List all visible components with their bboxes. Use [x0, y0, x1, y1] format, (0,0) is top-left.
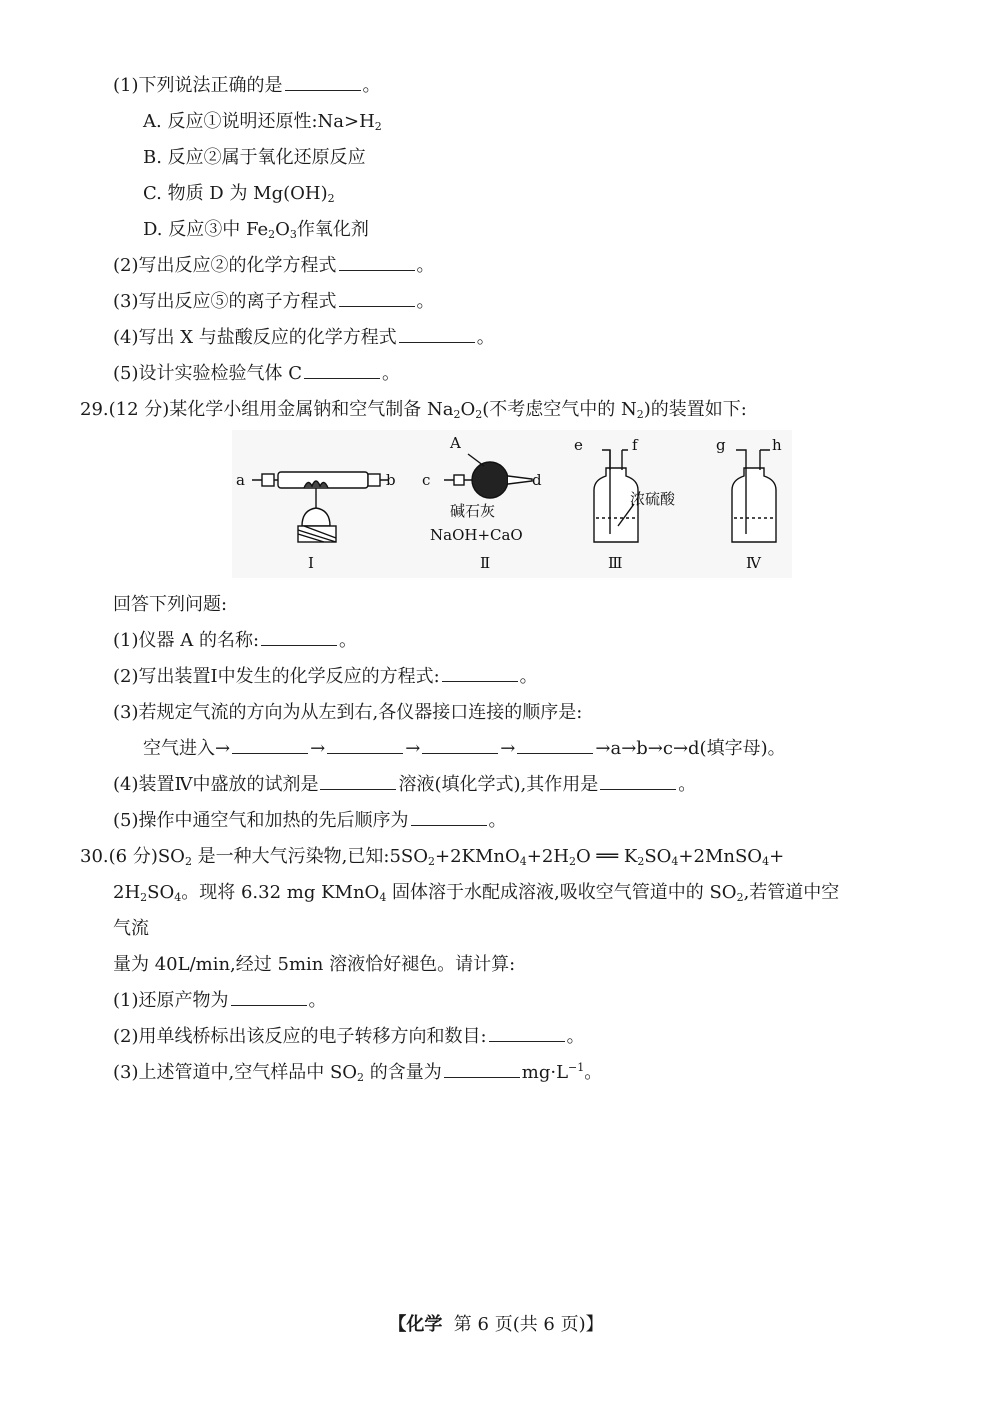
reagent-formula: NaOH+CaO [430, 526, 523, 544]
period: 。 [339, 630, 358, 651]
q30-text: +2KMnO [434, 846, 520, 867]
period: 。 [584, 1062, 603, 1083]
q29-heading-mid2: (不考虑空气中的 N [482, 399, 637, 420]
answer-blank[interactable] [285, 74, 361, 91]
option-c-text: C. 物质 D 为 Mg(OH) [143, 183, 328, 204]
label-h: h [772, 436, 782, 454]
q30-part1 [113, 989, 327, 1013]
answer-blank[interactable] [231, 989, 307, 1006]
period: 。 [382, 363, 400, 384]
q29-part5-text: (5)操作中通空气和加热的先后顺序为 [113, 810, 409, 831]
q28-part2 [113, 254, 435, 278]
option-d-text-end: 作氧化剂 [296, 219, 369, 240]
q29-heading-end: )的装置如下: [643, 399, 747, 420]
q30-text: 量为 40L/min,经过 5min 溶液恰好褪色。请计算: [113, 954, 516, 975]
q28-part1-text: (1)下列说法正确的是 [113, 75, 283, 96]
subscript: 2 [427, 855, 435, 868]
q30-part2 [113, 1025, 585, 1049]
label-d: d [532, 471, 542, 489]
subscript: 3 [289, 228, 297, 241]
answer-blank[interactable] [339, 254, 415, 271]
period: 。 [308, 990, 327, 1011]
subscript: 4 [671, 855, 679, 868]
q29-heading-text: 29.(12 分)某化学小组用金属钠和空气制备 Na [80, 399, 454, 420]
label-e: e [574, 436, 583, 454]
q29-part3-sequence [143, 737, 786, 761]
subscript: 4 [519, 855, 527, 868]
q30-text: 是一种大气污染物,已知:5SO [191, 846, 428, 867]
q29-part3-text: (3)若规定气流的方向为从左到右,各仪器接口连接的顺序是: [113, 702, 583, 723]
q30-line2 [113, 881, 839, 905]
q30-text: SO [147, 882, 175, 903]
label-roman-4: Ⅳ [746, 554, 761, 572]
answer-blank[interactable] [304, 362, 380, 379]
option-b-text: B. 反应②属于氧化还原反应 [143, 147, 366, 168]
q30-part2-text: (2)用单线桥标出该反应的电子转移方向和数目: [113, 1026, 487, 1047]
subscript: 2 [568, 855, 576, 868]
period: 。 [488, 810, 507, 831]
q29-intro-text: 回答下列问题: [113, 594, 228, 615]
q29-part4-text: (4)装置Ⅳ中盛放的试剂是 [113, 774, 319, 795]
option-d-text: D. 反应③中 Fe [143, 219, 269, 240]
q30-text: +2H [526, 846, 569, 867]
subscript: 2 [374, 120, 382, 133]
q30-part1-text: (1)还原产物为 [113, 990, 229, 1011]
page-footer [0, 1313, 992, 1337]
answer-blank[interactable] [442, 665, 518, 682]
arrow: → [310, 738, 326, 759]
apparatus-figure [232, 430, 792, 578]
arrow: → [500, 738, 516, 759]
label-b: b [386, 471, 396, 489]
period: 。 [476, 327, 495, 348]
subscript: 2 [357, 1071, 365, 1084]
q29-heading [80, 398, 747, 422]
q30-line3 [113, 917, 149, 941]
subscript: 4 [762, 855, 770, 868]
subscript: 2 [268, 228, 276, 241]
q28-part5 [113, 362, 400, 386]
period: 。 [519, 666, 538, 687]
q29-part2-text: (2)写出装置Ⅰ中发生的化学反应的方程式: [113, 666, 440, 687]
q30-text: ,若管道中空 [743, 882, 840, 903]
q30-text: 2H [113, 882, 141, 903]
label-roman-1: Ⅰ [308, 554, 314, 572]
q30-text: 气流 [113, 918, 149, 939]
label-A: A [450, 434, 461, 452]
subscript: 2 [327, 192, 335, 205]
label-f: f [632, 436, 638, 454]
answer-blank[interactable] [339, 290, 415, 307]
q29-part4 [113, 773, 696, 797]
q29-heading-mid: O [460, 399, 476, 420]
answer-blank[interactable] [600, 773, 676, 790]
period: 。 [678, 774, 697, 795]
q28-part5-text: (5)设计实验检验气体 C [113, 363, 302, 384]
q30-text: 30.(6 分)SO [80, 846, 185, 867]
subscript: 4 [379, 891, 387, 904]
subscript: 2 [637, 855, 645, 868]
answer-blank[interactable] [517, 737, 593, 754]
answer-blank[interactable] [232, 737, 308, 754]
q30-line4 [113, 953, 515, 977]
answer-blank[interactable] [399, 326, 475, 343]
sequence-start: 空气进入→ [143, 738, 231, 759]
q30-text: +2MnSO [678, 846, 763, 867]
q28-option-c [143, 182, 335, 206]
period: 。 [362, 75, 381, 96]
answer-blank[interactable] [444, 1061, 520, 1078]
q28-part3 [113, 290, 435, 314]
q28-part1 [113, 74, 381, 98]
label-a: a [236, 471, 245, 489]
label-roman-3: Ⅲ [608, 554, 623, 572]
subscript: 4 [174, 891, 182, 904]
apparatus-diagram [232, 430, 792, 578]
label-c: c [422, 471, 431, 489]
answer-blank[interactable] [261, 629, 337, 646]
q29-part5 [113, 809, 507, 833]
superscript: −1 [568, 1061, 585, 1074]
q30-text: 固体溶于水配成溶液,吸收空气管道中的 SO [386, 882, 737, 903]
q30-part3-text: (3)上述管道中,空气样品中 SO [113, 1062, 358, 1083]
subscript: 2 [184, 855, 192, 868]
q29-intro [113, 593, 227, 617]
answer-blank[interactable] [489, 1025, 565, 1042]
reagent-conc-sulfuric-acid: 浓硫酸 [630, 490, 676, 508]
answer-blank[interactable] [327, 737, 403, 754]
q28-part3-text: (3)写出反应⑤的离子方程式 [113, 291, 337, 312]
subscript: 2 [140, 891, 148, 904]
q28-part4 [113, 326, 495, 350]
label-g: g [716, 436, 726, 454]
subscript: 2 [736, 891, 744, 904]
q30-part3-mid: 的含量为 [364, 1062, 442, 1083]
q28-part2-text: (2)写出反应②的化学方程式 [113, 255, 337, 276]
period: 。 [566, 1026, 585, 1047]
q29-part4-mid: 溶液(填化学式),其作用是 [398, 774, 599, 795]
period: 。 [416, 291, 435, 312]
q28-option-a [143, 110, 382, 134]
q28-option-b [143, 146, 366, 170]
q30-text: 。现将 6.32 mg KMnO [181, 882, 380, 903]
arrow: → [405, 738, 421, 759]
q30-text: O ══ K [575, 846, 638, 867]
sequence-end: →a→b→c→d(填字母)。 [595, 738, 786, 759]
q30-part3 [113, 1061, 602, 1085]
option-d-text-mid: O [275, 219, 290, 240]
footer-subject: 【化学 [388, 1314, 443, 1335]
q28-option-d [143, 218, 369, 242]
footer-page-number: 第 6 页(共 6 页)】 [453, 1314, 604, 1335]
answer-blank[interactable] [422, 737, 498, 754]
q28-part4-text: (4)写出 X 与盐酸反应的化学方程式 [113, 327, 397, 348]
q30-text: + [769, 846, 785, 867]
q30-text: SO [644, 846, 672, 867]
q29-part2 [113, 665, 538, 689]
q29-part3 [113, 701, 582, 725]
period: 。 [416, 255, 435, 276]
subscript: 2 [636, 408, 644, 421]
option-a-text: A. 反应①说明还原性:Na>H [143, 111, 375, 132]
label-roman-2: Ⅱ [480, 554, 491, 572]
answer-blank[interactable] [320, 773, 396, 790]
subscript: 2 [453, 408, 461, 421]
q29-part1-text: (1)仪器 A 的名称: [113, 630, 260, 651]
unit: mg·L [521, 1062, 569, 1083]
answer-blank[interactable] [411, 809, 487, 826]
q30-line1 [80, 845, 784, 869]
subscript: 2 [475, 408, 483, 421]
q29-part1 [113, 629, 357, 653]
reagent-soda-lime: 碱石灰 [450, 502, 496, 520]
